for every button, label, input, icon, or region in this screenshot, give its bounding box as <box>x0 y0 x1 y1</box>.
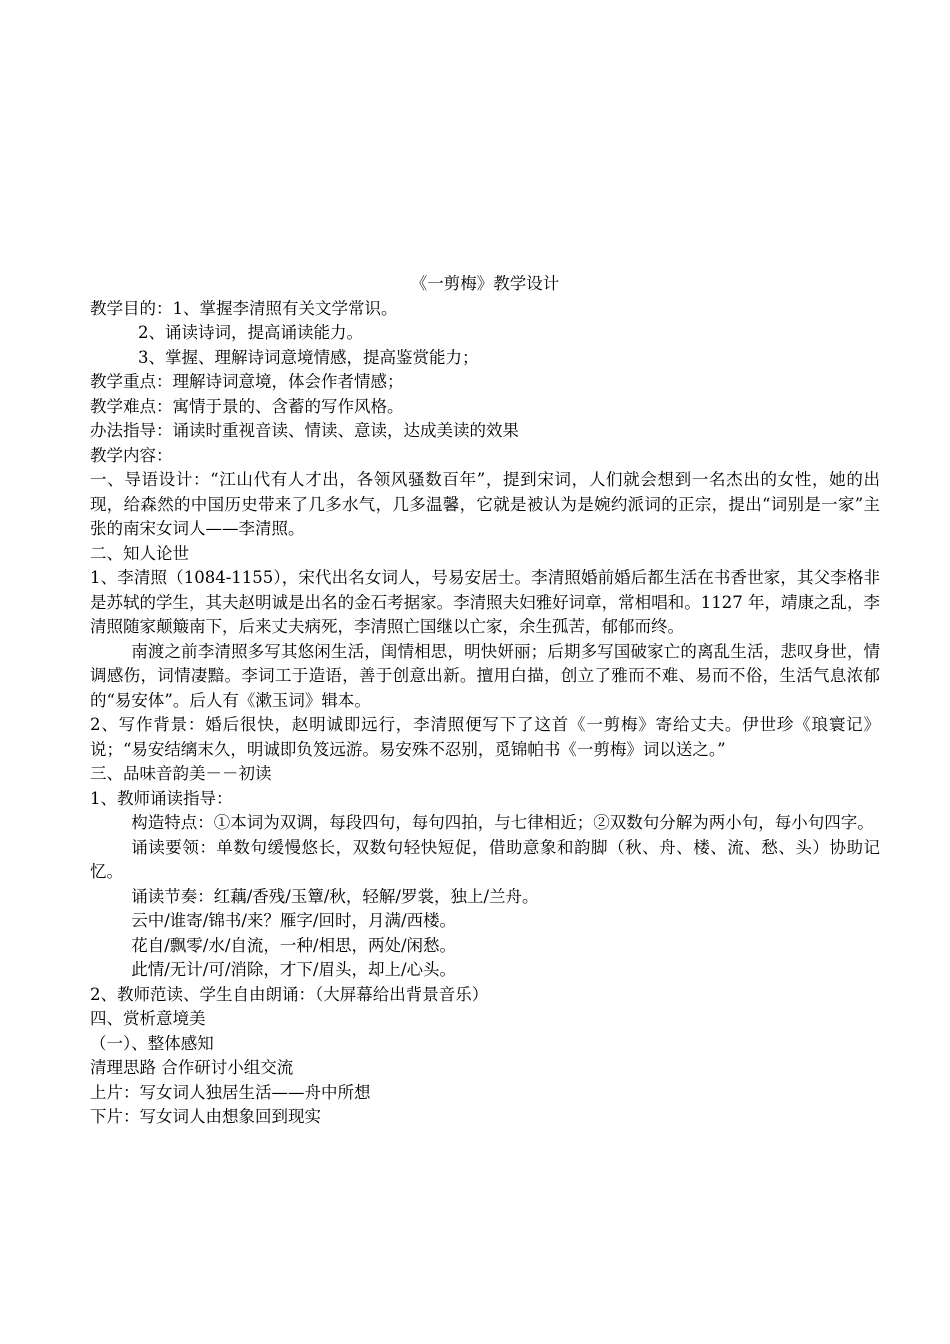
recitation-rhythm-line: 云中/谁寄/锦书/来？雁字/回时，月满/西楼。 <box>131 911 457 930</box>
recitation-rhythm-line: 此情/无计/可/消除，才下/眉头，却上/心头。 <box>131 960 457 979</box>
recitation-rhythm-line: 花自/飘零/水/自流，一种/相思，两处/闲愁。 <box>131 935 457 955</box>
structure-features-paragraph: 构造特点：①本词为双调，每段四句，每句四拍，与七律相近；②双数句分解为两小句，每小句四字。 <box>131 813 874 832</box>
recitation-guidance-heading: 1、教师诵读指导： <box>90 788 233 808</box>
teaching-goal-item-3: 3、掌握、理解诗词意境情感，提高鉴赏能力； <box>138 347 479 367</box>
teaching-goal-item-2: 2、诵读诗词，提高诵读能力。 <box>138 323 363 342</box>
section-introduction: 一、导语设计：“江山代有人才出，各领风骚数百年”，提到宋词，人们就会想到一名杰出的女性，她的出现，给森然的中国历史带来了几多水气，几多温馨，它就是被认为是婉约派词的正宗，提出“词别是一家”主张的南宋女词人——李清照。 <box>90 470 880 538</box>
document-title: 《一剪梅》教学设计 <box>410 274 560 293</box>
section-rhythm-heading: 三、品味音韵美－－初读 <box>90 764 272 783</box>
teaching-content-label: 教学内容： <box>90 445 173 465</box>
writing-background-paragraph: 2、写作背景：婚后很快，赵明诚即远行，李清照便写下了这首《一剪梅》寄给丈夫。伊世珍《琅寰记》说；“易安结缡末久，明诚即负笈远游。易安殊不忍别，觅锦帕书《一剪梅》词以送之。” <box>90 715 880 759</box>
author-biography-paragraph: 1、李清照（1084-1155），宋代出名女词人，号易安居士。李清照婚前婚后都生活在书香世家，其父李格非是苏轼的学生，其夫赵明诚是出名的金石考据家。李清照夫妇雅好词章，常相唱和。1127 年，靖康之乱，李清照随家颠簸南下，后来丈夫病死，李清照亡国继以亡家，余生孤苦，郁郁而终。 <box>90 568 880 636</box>
group-discussion-line: 清理思路 合作研讨小组交流 <box>90 1058 294 1077</box>
recitation-rhythm-line: 诵读节奏：红藕/香残/玉簟/秋，轻解/罗裳，独上/兰舟。 <box>131 886 539 906</box>
overall-perception-heading: （一）、整体感知 <box>90 1033 214 1053</box>
teaching-difficulty: 教学难点：寓情于景的、含蓄的写作风格。 <box>90 396 404 416</box>
teaching-key-point: 教学重点：理解诗词意境，体会作者情感； <box>90 372 404 391</box>
section-imagery-heading: 四、赏析意境美 <box>90 1009 206 1028</box>
recitation-essentials-paragraph: 诵读要领：单数句缓慢悠长，双数句轻快短促，借助意象和韵脚（秋、舟、楼、流、愁、头）协助记忆。 <box>90 837 880 881</box>
method-guidance: 办法指导：诵读时重视音读、情读、意读，达成美读的效果 <box>90 421 519 440</box>
section-author-heading: 二、知人论世 <box>90 543 189 563</box>
author-style-paragraph: 南渡之前李清照多写其悠闲生活，闺情相思，明快妍丽；后期多写国破家亡的离乱生活，悲叹身世，情调感伤，词情凄黯。李词工于造语，善于创意出新。擅用白描，创立了雅而不难、易而不俗，生活气息浓郁的“易安体”。后人有《漱玉词》辑本。 <box>90 641 880 710</box>
upper-stanza-line: 上片：写女词人独居生活——舟中所想 <box>90 1082 371 1102</box>
model-reading-line: 2、教师范读、学生自由朗诵：（大屏幕给出背景音乐） <box>90 984 489 1004</box>
teaching-goal-line-1: 教学目的：1、掌握李清照有关文学常识。 <box>90 298 398 318</box>
lower-stanza-line: 下片：写女词人由想象回到现实 <box>90 1107 321 1126</box>
document-page <box>90 272 880 1130</box>
